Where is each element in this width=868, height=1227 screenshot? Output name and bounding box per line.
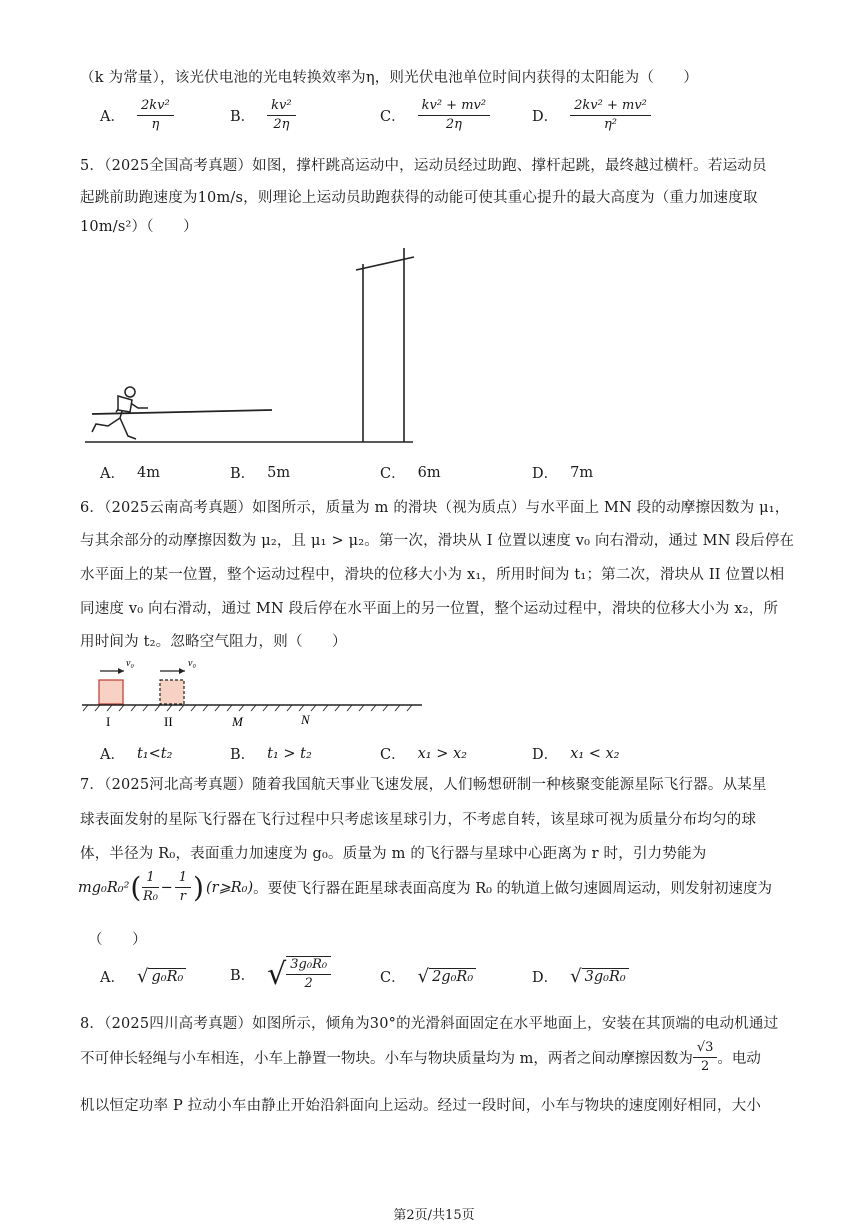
page-number-footer: 第2页/共15页 [393, 1208, 475, 1223]
v0-label-1: v₀ [126, 658, 134, 669]
option-key: D． [532, 747, 559, 763]
n-label: N [301, 712, 310, 727]
option-key: A． [100, 747, 125, 763]
q7-line-1: 7．（2025河北高考真题）随着我国航天事业飞速发展，人们畅想研制一种核聚变能源星际飞行器。从某星 [80, 777, 767, 793]
q7-line-4-tail: 。要使飞行器在距星球表面高度为 R₀ 的轨道上做匀速圆周运动，则发射初速度为 [253, 881, 773, 897]
option-key: B． [230, 967, 256, 984]
q7-option-c[interactable] [380, 966, 476, 987]
q6-option-a[interactable] [100, 743, 172, 764]
block-solid [99, 680, 123, 704]
q5-option-a[interactable] [100, 462, 160, 483]
sqrt-expression: √ g₀R₀ [137, 966, 186, 987]
option-text: x₁ > x₂ [417, 745, 467, 762]
q7-option-d[interactable] [532, 966, 629, 987]
q5-line-3: 10m/s²）（ ） [80, 219, 198, 235]
option-key: D． [532, 466, 559, 482]
minus-sign: − [160, 879, 173, 896]
position-ii-label: II [164, 714, 173, 729]
fraction: $\frac{\text{kv² + mv²}}{2\eta}$ [418, 98, 490, 133]
sqrt3-over-2-fraction: $\frac{√3}{2}$ [693, 1040, 718, 1075]
q6-line-5: 用时间为 t₂。忽略空气阻力，则（ ） [80, 634, 347, 650]
sqrt-expression: √ 2g₀R₀ [418, 966, 477, 987]
q5-line-1: 5．（2025全国高考真题）如图，撑杆跳高运动中，运动员经过助跑、撑杆起跳，最终越过横杆。若运动员 [80, 158, 767, 174]
q8-line-2 [80, 1040, 761, 1075]
q4-option-a[interactable] [100, 98, 174, 133]
option-key: C． [380, 109, 406, 125]
q8-line-2-pre: 不可伸长轻绳与小车相连，小车上静置一物块。小车与物块质量均为 m，两者之间动摩擦因数为 [80, 1051, 693, 1067]
q7-line-5: （ ） [88, 932, 147, 948]
q6-line-1: 6．（2025云南高考真题）如图所示，质量为 m 的滑块（视为质点）与水平面上 MN 段的动摩擦因数为 μ₁， [80, 500, 790, 516]
formula-condition: (r⩾R₀) [205, 879, 254, 896]
option-key: C． [380, 747, 406, 763]
fraction: $\frac{\text{kv²}}{2\eta}$ [267, 98, 295, 133]
option-key: C． [380, 970, 406, 986]
q7-potential-energy-formula [78, 870, 772, 905]
option-key: A． [100, 109, 125, 125]
q4-option-d[interactable] [532, 98, 651, 133]
option-key: D． [532, 109, 559, 125]
option-key: B． [230, 747, 256, 763]
q6-line-3: 水平面上的某一位置，整个运动过程中，滑块的位移大小为 x₁，所用时间为 t₁；第二次，滑块从 II 位置以相 [80, 567, 785, 583]
option-key: A． [100, 466, 125, 482]
option-key: C． [380, 466, 406, 482]
formula-prefix: mg₀R₀² [78, 879, 130, 896]
option-key: A． [100, 970, 125, 986]
fraction-1-over-r0: $\frac{1}{\text{R₀}}$ [142, 870, 158, 904]
q6-line-2: 与其余部分的动摩擦因数为 μ₂，且 μ₁ > μ₂。第一次，滑块从 I 位置以速度 v₀ 向右滑动，通过 MN 段后停在 [80, 533, 795, 549]
option-text: t₁<t₂ [136, 745, 173, 762]
option-key: D． [532, 970, 559, 986]
q8-line-2-post: 。电动 [717, 1051, 761, 1067]
q7-option-b[interactable] [230, 956, 331, 992]
block-dashed [160, 680, 184, 704]
sliding-block-figure [80, 654, 430, 730]
q5-option-c[interactable] [380, 462, 441, 483]
q4-option-b[interactable] [230, 98, 296, 133]
q7-line-3: 体，半径为 R₀，表面重力加速度为 g₀。质量为 m 的飞行器与星球中心距离为 r 时，引力势能为 [80, 846, 707, 862]
option-text: 7m [570, 464, 594, 481]
q4-option-c[interactable] [380, 98, 490, 133]
q6-option-d[interactable] [532, 743, 620, 764]
q8-line-3: 机以恒定功率 P 拉动小车由静止开始沿斜面向上运动。经过一段时间，小车与物块的速度刚好相同，大小 [80, 1098, 762, 1114]
fraction: $\frac{\text{2kv²}}{\eta}$ [137, 98, 174, 133]
sqrt-expression: √ $\frac{\text{3g₀R₀}}{2}$ [267, 956, 331, 992]
q6-option-c[interactable] [380, 743, 467, 764]
option-text: t₁ > t₂ [267, 745, 312, 762]
q6-line-4: 同速度 v₀ 向右滑动，通过 MN 段后停在水平面上的另一位置，整个运动过程中，滑块的位移大小为 x₂，所 [80, 601, 779, 617]
option-text: x₁ < x₂ [570, 745, 620, 762]
ground-hatching [83, 705, 412, 711]
q4-stem-tail: （k 为常量），该光伏电池的光电转换效率为η，则光伏电池单位时间内获得的太阳能为（ ） [80, 70, 699, 86]
pole-vault-figure [80, 240, 440, 450]
crossbar [356, 257, 414, 270]
q6-option-b[interactable] [230, 743, 312, 764]
right-paren: ) [193, 871, 204, 904]
option-text: 4m [136, 464, 160, 481]
option-text: 5m [267, 464, 291, 481]
position-i-label: I [106, 714, 111, 729]
v0-label-2: v₀ [188, 658, 196, 669]
q7-line-2: 球表面发射的星际飞行器在飞行过程中只考虑该星球引力，不考虑自转，该星球可视为质量分布均匀的球 [80, 812, 757, 828]
fraction-1-over-r: $\frac{1}{r}$ [175, 870, 191, 905]
q8-line-1: 8．（2025四川高考真题）如图所示，倾角为30°的光滑斜面固定在水平地面上，安装在其顶端的电动机通过 [80, 1016, 779, 1032]
q5-line-2: 起跳前助跑速度为10m/s，则理论上运动员助跑获得的动能可使其重心提升的最大高度为（重力加速度取 [80, 190, 758, 206]
q5-option-d[interactable] [532, 462, 593, 483]
fraction: $\frac{\text{3g₀R₀}}{2}$ [286, 956, 331, 992]
fraction: $\frac{\text{2kv² + mv²}}{\text{η²}}$ [570, 98, 651, 133]
sqrt-expression: √ 3g₀R₀ [570, 966, 629, 987]
option-text: 6m [417, 464, 441, 481]
q7-option-a[interactable] [100, 966, 186, 987]
q5-option-b[interactable] [230, 462, 290, 483]
m-label: M [232, 714, 243, 729]
left-paren: ( [130, 871, 142, 904]
option-key: B． [230, 466, 256, 482]
option-key: B． [230, 109, 256, 125]
